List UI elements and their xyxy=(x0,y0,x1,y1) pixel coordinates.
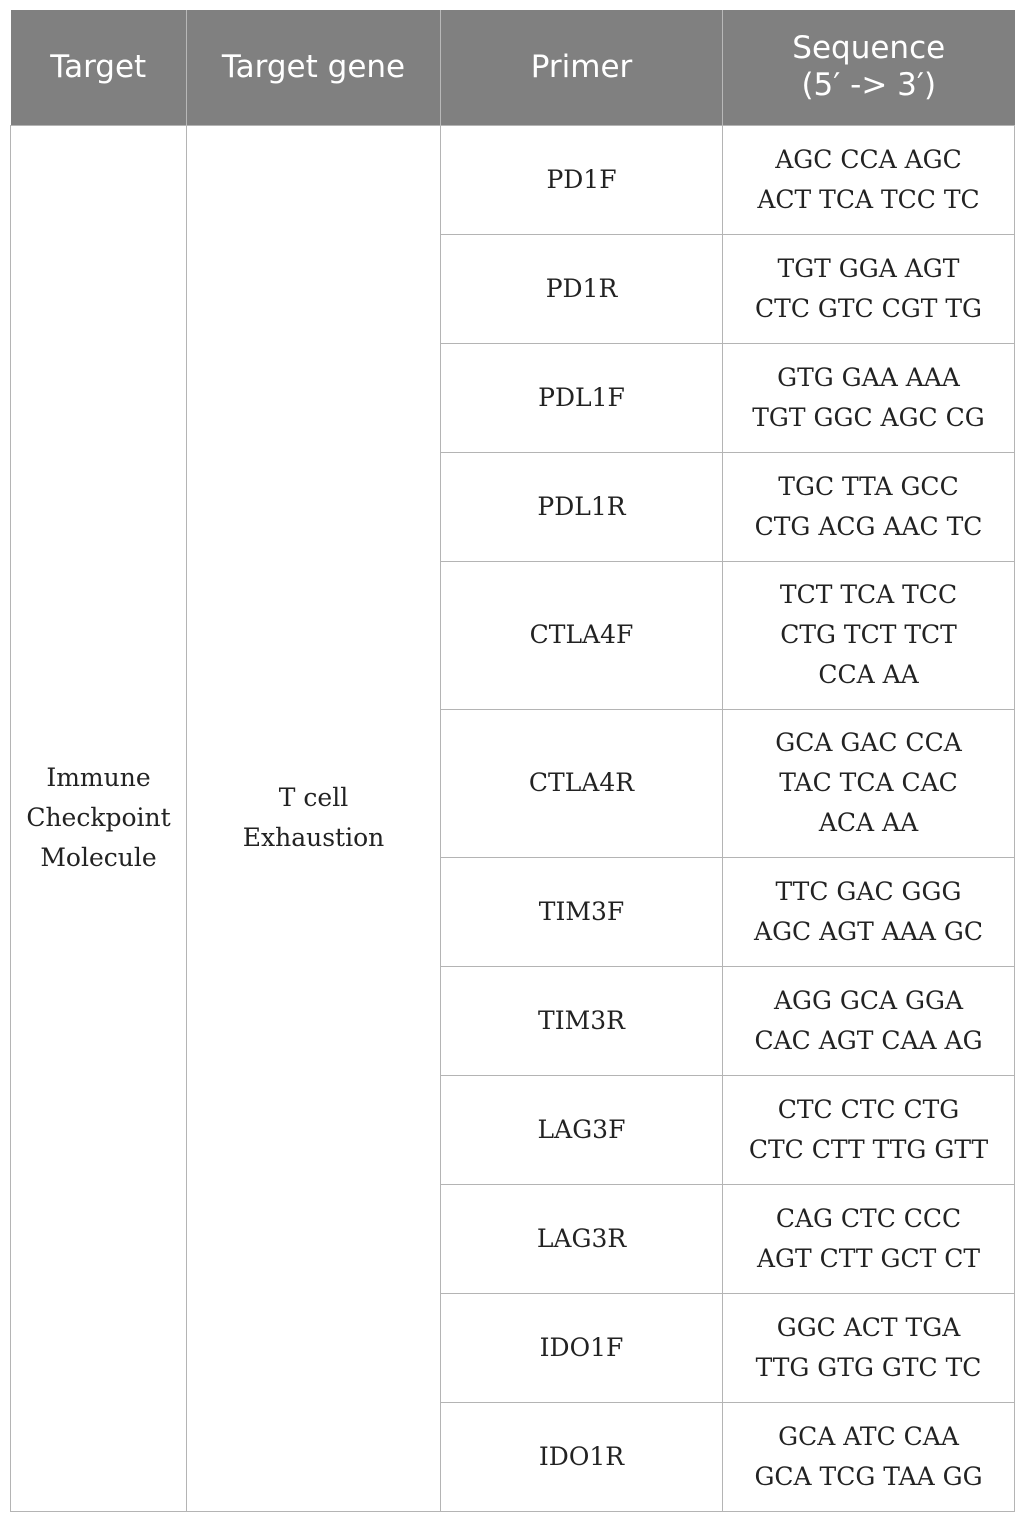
sequence-line: TGC TTA GCC xyxy=(778,471,959,501)
sequence-line: CTG TCT TCT xyxy=(780,620,957,649)
sequence-line: ACT TCA TCC TC xyxy=(757,184,980,214)
primer-name-cell: TIM3R xyxy=(441,966,723,1075)
sequence-cell xyxy=(723,1184,1015,1293)
sequence-line: GCA TCG TAA GG xyxy=(754,1461,983,1491)
sequence-line: AGG GCA GGA xyxy=(773,985,964,1015)
sequence-line: AGC AGT AAA GC xyxy=(754,916,983,946)
sequence-line: AGC CCA AGC xyxy=(775,144,962,174)
sequence-cell xyxy=(723,234,1015,343)
header-sequence-title: Sequence xyxy=(792,30,946,67)
primer-table xyxy=(10,10,1015,1512)
sequence-line: GTG GAA AAA xyxy=(777,362,960,392)
sequence-line: GCA ATC CAA xyxy=(778,1421,959,1451)
primer-name-cell: PDL1F xyxy=(441,343,723,452)
target-line: Molecule xyxy=(40,843,157,872)
primer-name-cell: LAG3F xyxy=(441,1075,723,1184)
target-gene-line: Exhaustion xyxy=(242,823,385,852)
sequence-line: TAC TCA CAC xyxy=(779,768,958,797)
header-sequence xyxy=(723,10,1015,125)
sequence-cell xyxy=(723,966,1015,1075)
primer-name-cell: PD1R xyxy=(441,234,723,343)
sequence-line: TGT GGC AGC CG xyxy=(752,402,985,432)
sequence-line: TCT TCA TCC xyxy=(779,580,958,609)
primer-name-cell: PDL1R xyxy=(441,452,723,561)
sequence-line: CAG CTC CCC xyxy=(775,1203,962,1233)
target-line: Checkpoint xyxy=(26,803,171,832)
target-line: Immune xyxy=(46,763,151,792)
sequence-line: CTG ACG AAC TC xyxy=(754,511,983,541)
sequence-cell xyxy=(723,709,1015,857)
sequence-line: GGC ACT TGA xyxy=(776,1312,961,1342)
header-target: Target xyxy=(11,10,187,125)
table-row xyxy=(11,125,1015,234)
sequence-cell xyxy=(723,452,1015,561)
sequence-line: TTC GAC GGG xyxy=(775,876,962,906)
header-primer: Primer xyxy=(441,10,723,125)
sequence-cell xyxy=(723,1402,1015,1511)
header-sequence-direction: (5′ -> 3′) xyxy=(801,67,937,104)
primer-name-cell: IDO1F xyxy=(441,1293,723,1402)
sequence-cell xyxy=(723,857,1015,966)
sequence-line: GCA GAC CCA xyxy=(775,728,962,757)
sequence-line: TTG GTG GTC TC xyxy=(755,1352,982,1382)
sequence-line: CTC GTC CGT TG xyxy=(755,293,982,323)
sequence-line: CAC AGT CAA AG xyxy=(754,1025,983,1055)
primer-name-cell: LAG3R xyxy=(441,1184,723,1293)
sequence-line: CTC CTT TTG GTT xyxy=(748,1134,989,1164)
target-cell xyxy=(11,125,187,1511)
sequence-line: CCA AA xyxy=(818,660,919,689)
primer-name-cell: CTLA4R xyxy=(441,709,723,857)
sequence-cell xyxy=(723,561,1015,709)
primer-name-cell: CTLA4F xyxy=(441,561,723,709)
sequence-cell xyxy=(723,343,1015,452)
target-gene-cell xyxy=(187,125,441,1511)
primer-name-cell: TIM3F xyxy=(441,857,723,966)
sequence-line: CTC CTC CTG xyxy=(777,1094,960,1124)
sequence-line: ACA AA xyxy=(818,808,919,837)
header-target-gene: Target gene xyxy=(187,10,441,125)
sequence-cell xyxy=(723,1075,1015,1184)
sequence-line: AGT CTT GCT CT xyxy=(756,1243,981,1273)
sequence-line: TGT GGA AGT xyxy=(777,253,960,283)
sequence-cell xyxy=(723,125,1015,234)
primer-name-cell: PD1F xyxy=(441,125,723,234)
sequence-cell xyxy=(723,1293,1015,1402)
target-gene-line: T cell xyxy=(278,783,349,812)
header-row xyxy=(11,10,1015,125)
primer-name-cell: IDO1R xyxy=(441,1402,723,1511)
